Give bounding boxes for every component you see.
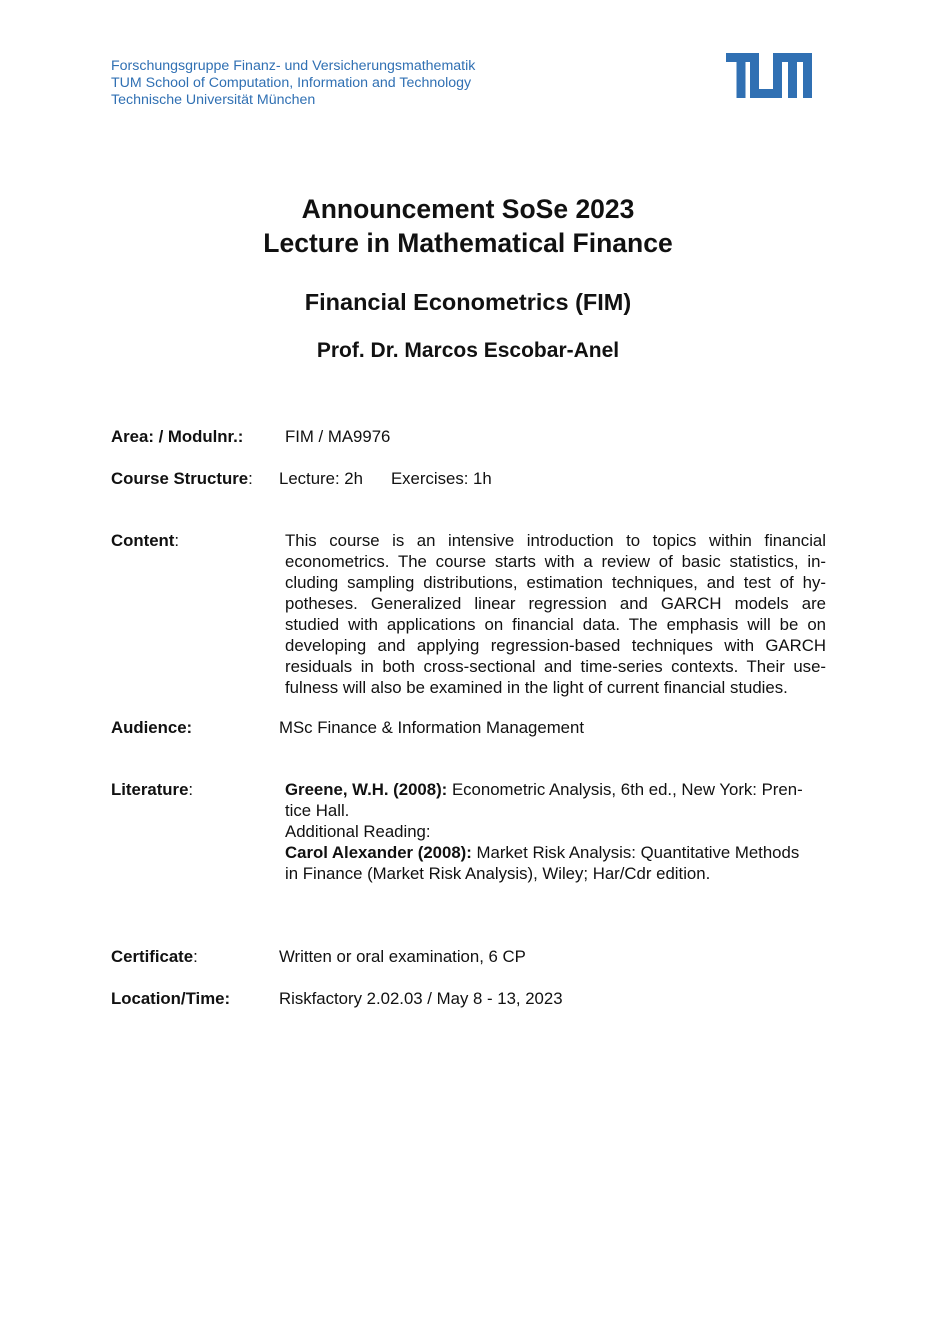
literature-text — [285, 779, 826, 884]
audience-value: MSc Finance & Information Management — [279, 718, 585, 737]
content-line: potheses. Generalized linear regression and GARCH models are — [285, 594, 826, 613]
lecture-hours: Lecture: 2h — [279, 469, 363, 488]
audience-label: Audience: — [111, 718, 193, 737]
university-name: Technische Universität München — [111, 92, 316, 108]
course-structure-label: Course Structure: — [111, 469, 253, 488]
exercise-hours: Exercises: 1h — [390, 469, 492, 488]
course-structure-value — [279, 468, 492, 489]
location-label: Location/Time: — [111, 989, 231, 1008]
lecturer-name: Prof. Dr. Marcos Escobar-Anel — [316, 339, 620, 362]
content-line: residuals in both cross-sectional and time-series contexts. Their use- — [285, 657, 826, 676]
content-text — [285, 530, 826, 698]
additional-reading-label: Additional Reading: — [285, 822, 431, 841]
announcement-title — [0, 192, 936, 260]
reference-greene: Greene, W.H. (2008): Econometric Analysis, 6th ed., New York: Pren- — [285, 780, 803, 799]
title-line-2: Lecture in Mathematical Finance — [263, 228, 673, 258]
school-name: TUM School of Computation, Information and Technology — [111, 75, 472, 91]
area-label: Area: / Modulnr.: — [111, 427, 244, 446]
content-line: cluding sampling distributions, estimation techniques, and test of hy- — [285, 573, 826, 592]
content-line: This course is an intensive introduction to topics within financial — [285, 531, 826, 550]
literature-label: Literature: — [111, 780, 194, 799]
tum-logo — [726, 53, 812, 98]
content-line: studied with applications on financial data. The emphasis will be on — [285, 615, 826, 634]
content-label: Content: — [111, 531, 180, 550]
certificate-label: Certificate: — [111, 947, 198, 966]
location-value: Riskfactory 2.02.03 / May 8 - 13, 2023 — [279, 989, 563, 1008]
reference-alexander: Carol Alexander (2008): Market Risk Analysis: Quantitative Methods — [285, 843, 800, 862]
research-group-name: Forschungsgruppe Finanz- und Versicherungsmathematik — [111, 58, 476, 74]
area-value: FIM / MA9976 — [285, 427, 391, 446]
reference-greene-cont: tice Hall. — [285, 801, 350, 820]
course-title: Financial Econometrics (FIM) — [304, 289, 632, 315]
content-line: fulness will also be examined in the light of current financial studies. — [285, 678, 788, 697]
institution-header — [111, 58, 475, 109]
reference-alexander-cont: in Finance (Market Risk Analysis), Wiley; Har/Cdr edition. — [285, 864, 711, 883]
title-line-1: Announcement SoSe 2023 — [301, 194, 635, 224]
content-line: econometrics. The course starts with a review of basic statistics, in- — [285, 552, 826, 571]
certificate-value: Written or oral examination, 6 CP — [279, 947, 526, 966]
content-line: developing and applying regression-based techniques with GARCH — [285, 636, 826, 655]
